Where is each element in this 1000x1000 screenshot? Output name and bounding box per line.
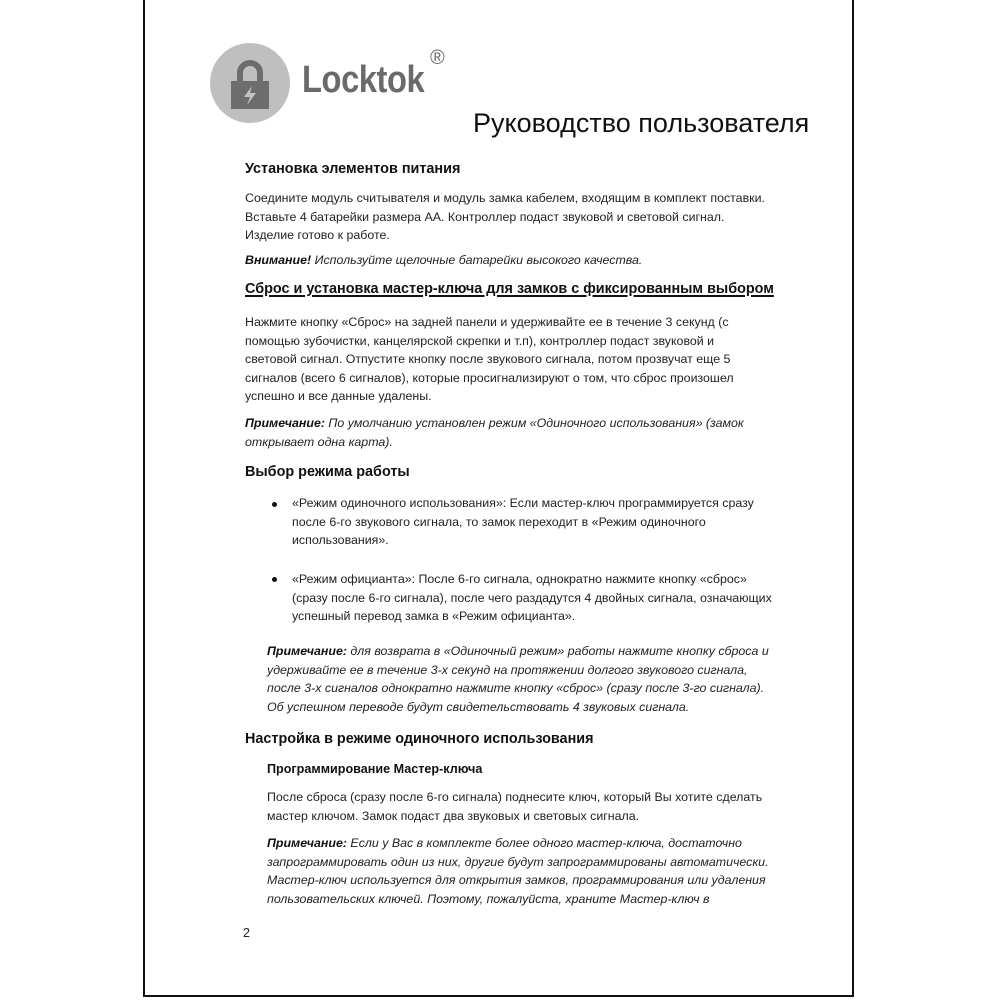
subheading-master-key: Программирование Мастер-ключа <box>267 762 483 776</box>
bullet-icon <box>272 577 277 582</box>
list-item-single-mode <box>292 494 832 550</box>
page-number: 2 <box>243 926 250 940</box>
text-line: Нажмите кнопку «Сброс» на задней панели и удерживайте ее в течение 3 секунд (с <box>245 315 729 329</box>
text-line: мастер ключом. Замок подаст два звуковых и световых сигнала. <box>267 808 640 823</box>
note-text: открывает одна карта). <box>245 434 393 449</box>
document-title: Руководство пользователя <box>473 108 810 138</box>
text-line: Изделие готово к работе. <box>245 228 390 243</box>
text-line: После сброса (сразу после 6-го сигнала) поднесите ключ, который Вы хотите сделать <box>267 790 763 804</box>
text-line: «Режим одиночного использования»: Если мастер-ключ программируется сразу <box>292 496 754 510</box>
list-item-waiter-mode <box>292 570 832 626</box>
text-line: Соедините модуль считывателя и модуль замка кабелем, входящим в комплект поставки. <box>245 191 765 205</box>
note-text: По умолчанию установлен режим «Одиночного использования» (замок <box>324 416 744 430</box>
text-line: успешно и все данные удалены. <box>245 389 432 404</box>
text-line: сигналов (всего 6 сигналов), которые просигнализируют о том, что сброс произошел <box>245 370 734 385</box>
brand-wordmark: Locktok <box>302 59 425 101</box>
single-use-note <box>267 834 827 908</box>
padlock-lightning-icon <box>210 43 290 123</box>
warning-text: Используйте щелочные батарейки высокого качества. <box>311 253 643 267</box>
note-text: удерживайте ее в течение 3-х секунд на протяжении долгого звукового сигнала, <box>267 662 748 677</box>
section-heading-single-use: Настройка в режиме одиночного использования <box>245 731 594 747</box>
note-text: запрограммировать один из них, другие будут запрограммированы автоматически. <box>267 854 769 869</box>
note-label: Примечание: <box>245 416 325 430</box>
note-text: для возврата в «Одиночный режим» работы нажмите кнопку сброса и <box>346 644 769 658</box>
single-use-paragraph <box>267 788 827 825</box>
text-line: помощью зубочистки, канцелярской скрепки и т.п), контроллер подаст звуковой и <box>245 333 715 348</box>
text-line: световой сигнал. Отпустите кнопку после звукового сигнала, потом прозвучат еще 5 <box>245 352 731 367</box>
note-text: после 3-х сигналов однократно нажмите кнопку «сброс» (сразу после 3-го сигнала). <box>267 681 765 696</box>
bullet-icon <box>272 502 277 507</box>
section-heading-mode: Выбор режима работы <box>245 464 410 480</box>
power-paragraph <box>245 189 825 245</box>
reset-paragraph <box>245 313 825 406</box>
brand-logo <box>210 43 460 125</box>
section-heading-reset: Сброс и установка мастер-ключа для замков с фиксированным выбором <box>245 281 774 297</box>
registered-mark: ® <box>430 47 445 69</box>
text-line: после 6-го звукового сигнала, то замок переходит в «Режим одиночного <box>292 514 706 529</box>
reset-note <box>245 414 825 451</box>
note-label: Примечание: <box>267 644 347 658</box>
note-text: Мастер-ключ используется для открытия замков, программирования или удаления <box>267 873 766 888</box>
text-line: Вставьте 4 батарейки размера АА. Контроллер подаст звуковой и световой сигнал. <box>245 209 725 224</box>
text-line: «Режим официанта»: После 6-го сигнала, однократно нажмите кнопку «сброс» <box>292 572 747 586</box>
text-line: использования». <box>292 533 389 548</box>
power-warning <box>245 251 825 270</box>
text-line: успешный перевод замка в «Режим официанта». <box>292 609 576 624</box>
note-label: Примечание: <box>267 836 347 850</box>
note-text: Об успешном переводе будут свидетельствовать 4 звуковых сигнала. <box>267 699 690 714</box>
section-heading-power: Установка элементов питания <box>245 161 461 177</box>
note-text: Если у Вас в комплекте более одного мастер-ключа, достаточно <box>346 836 742 850</box>
text-line: (сразу после 6-го сигнала), после чего раздадутся 4 двойных сигнала, означающих <box>292 590 772 605</box>
warning-label: Внимание! <box>245 253 312 267</box>
mode-note <box>267 642 827 716</box>
note-text: пользовательских ключей. Поэтому, пожалуйста, храните Мастер-ключ в <box>267 891 710 906</box>
